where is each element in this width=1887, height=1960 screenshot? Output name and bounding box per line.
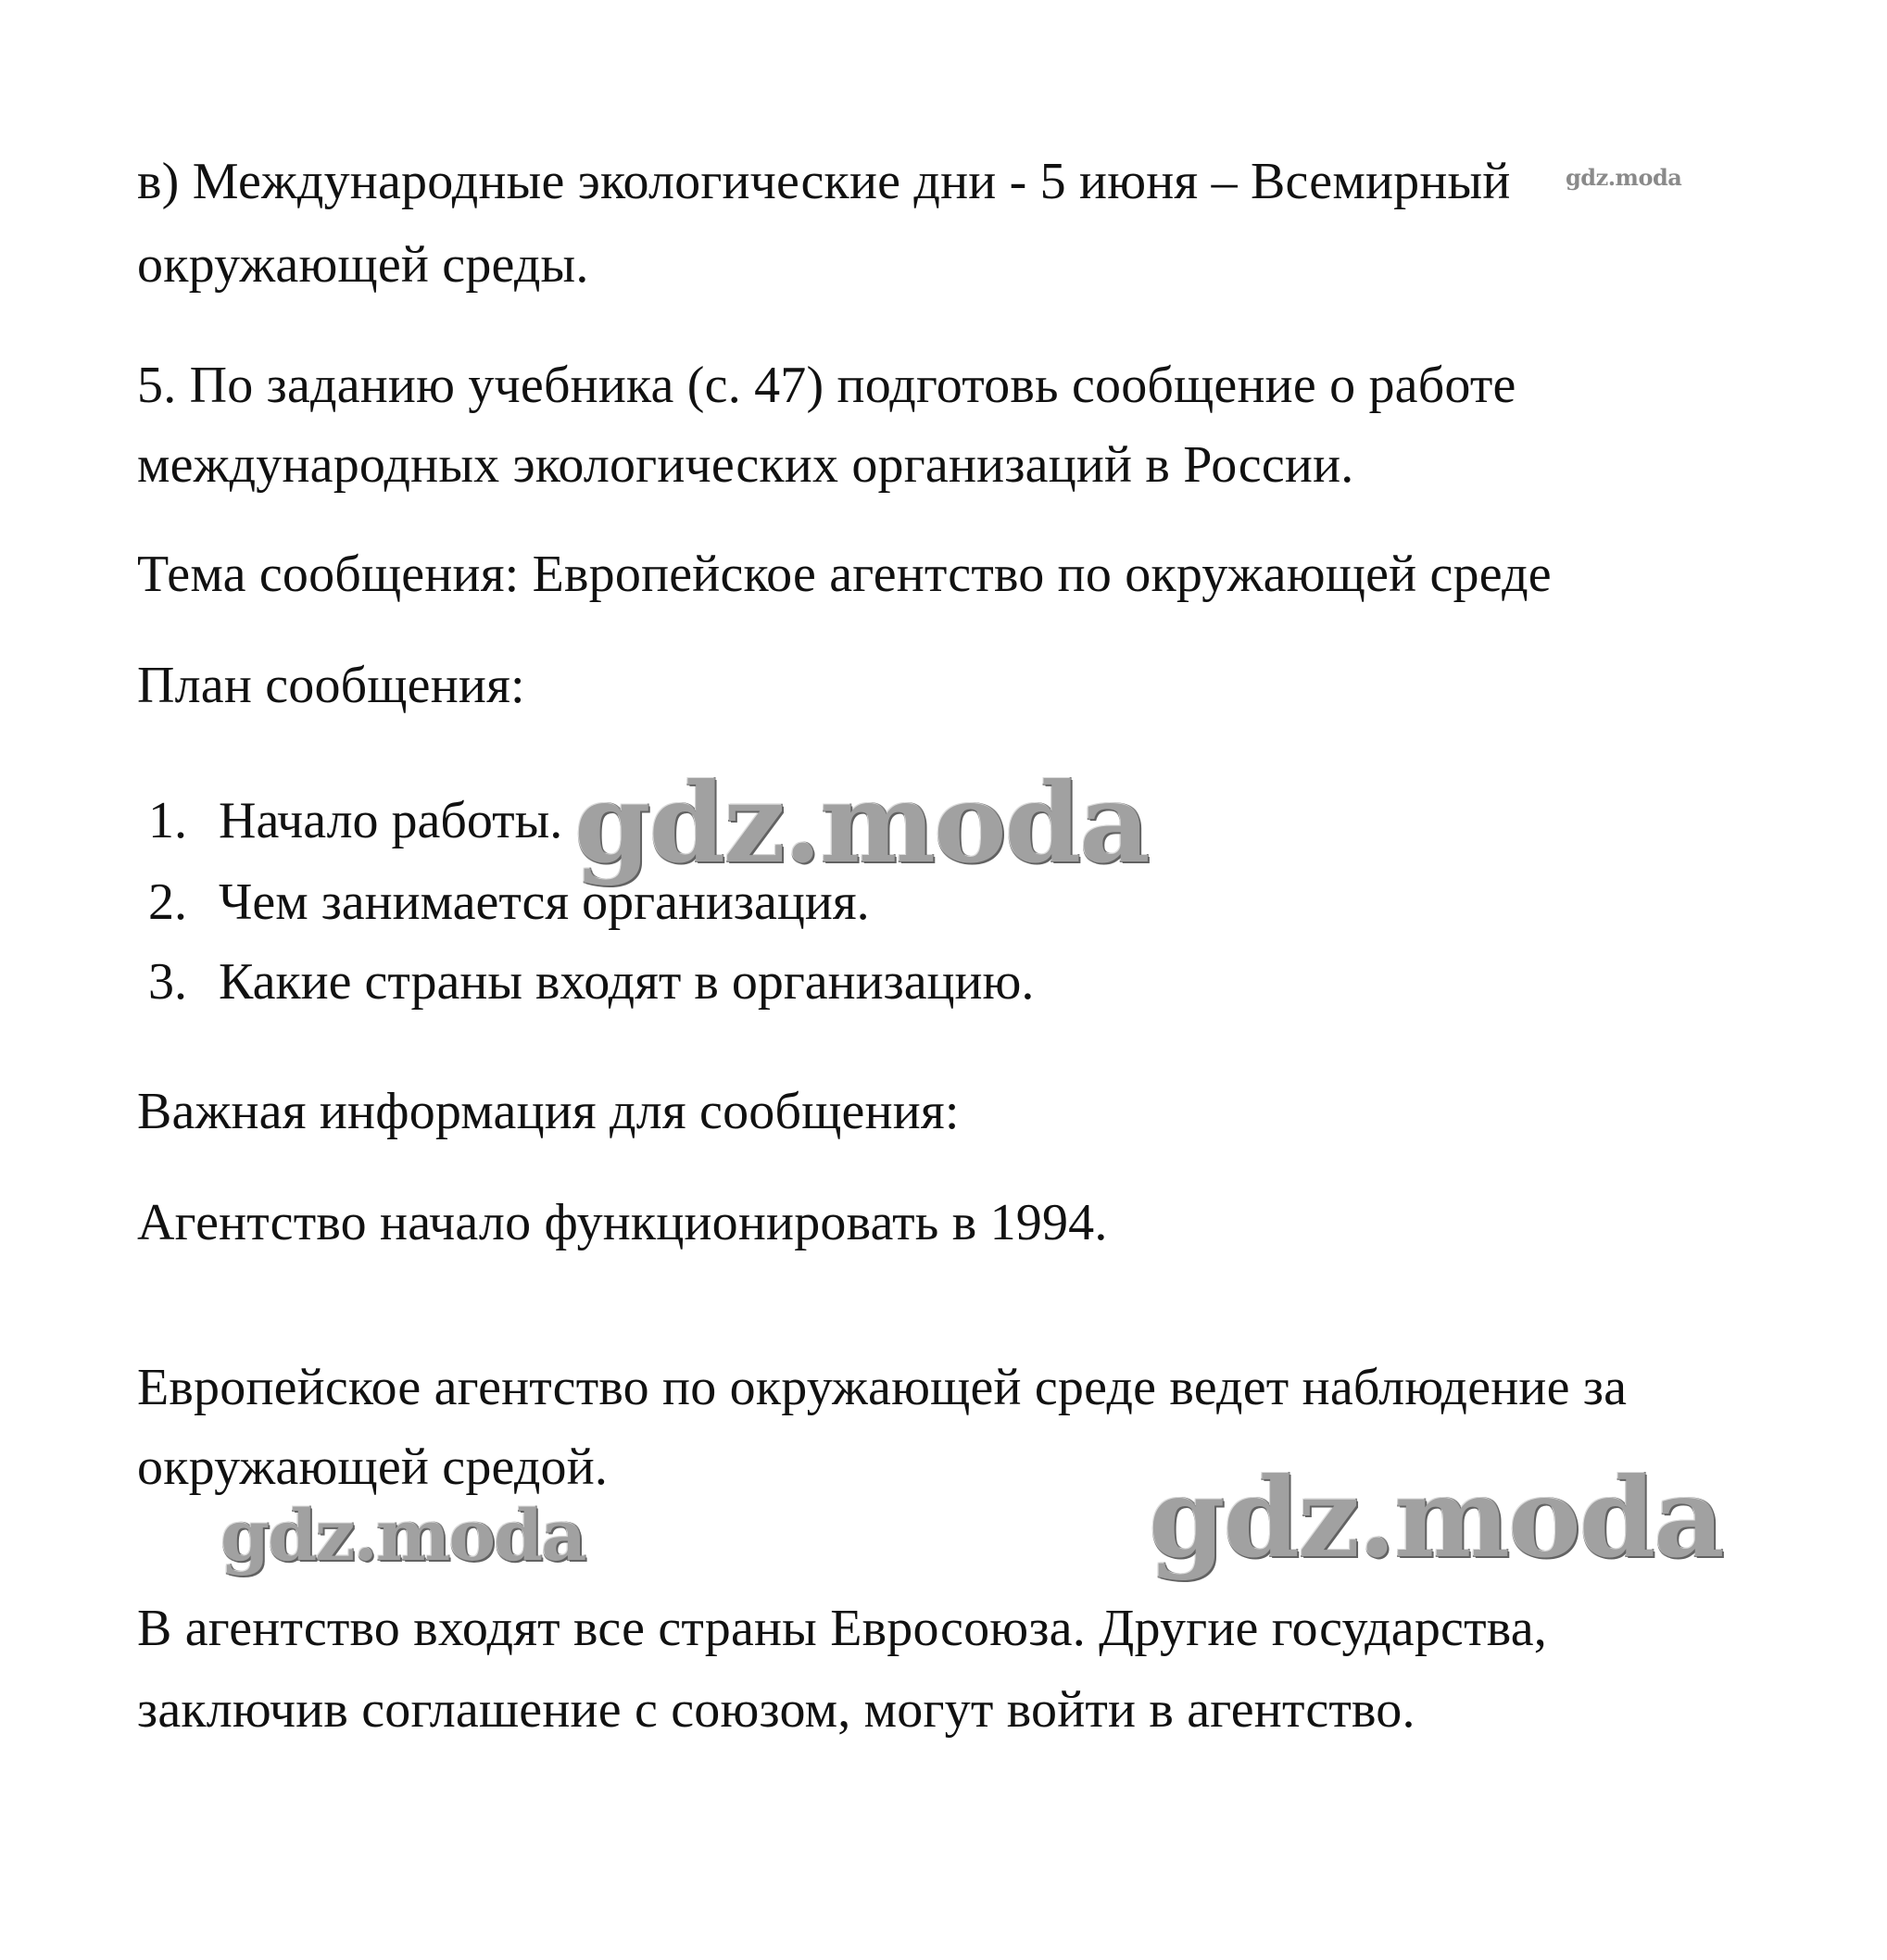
task-5-line-2: международных экологических организаций в России.	[137, 436, 1354, 494]
plan-item-number: 3.	[148, 953, 187, 1011]
plan-item-number: 1.	[148, 792, 187, 849]
plan-list-item	[148, 953, 1035, 1011]
plan-item-number: 2.	[148, 873, 187, 931]
watermark-small: gdz.moda	[1566, 164, 1682, 191]
info-monitoring-line-1: Европейское агентство по окружающей среде ведет наблюдение за	[137, 1359, 1628, 1416]
paragraph-ecology-days-line-1: в) Международные экологические дни - 5 июня – Всемирный	[137, 153, 1511, 210]
message-topic: Тема сообщения: Европейское агентство по окружающей среде	[137, 546, 1552, 603]
plan-item-text: Начало работы.	[219, 792, 563, 849]
watermark-large: gdz.moda	[1149, 1453, 1723, 1582]
plan-heading: План сообщения:	[137, 657, 525, 714]
task-5-line-1: 5. По заданию учебника (с. 47) подготовь сообщение о работе	[137, 357, 1516, 414]
info-members-line-2: заключив соглашение с союзом, могут войти в агентство.	[137, 1681, 1415, 1739]
watermark-large: gdz.moda	[220, 1494, 585, 1577]
info-monitoring-line-2: окружающей средой.	[137, 1439, 609, 1496]
plan-item-text: Какие страны входят в организацию.	[219, 953, 1035, 1011]
plan-item-text: Чем занимается организация.	[219, 873, 870, 931]
info-agency-start: Агентство начало функционировать в 1994.	[137, 1194, 1108, 1251]
plan-list-item	[148, 792, 563, 849]
important-info-heading: Важная информация для сообщения:	[137, 1083, 960, 1140]
watermark-large: gdz.moda	[574, 759, 1149, 887]
info-members-line-1: В агентство входят все страны Евросоюза. Другие государства,	[137, 1600, 1547, 1657]
paragraph-ecology-days-line-2: окружающей среды.	[137, 236, 589, 294]
